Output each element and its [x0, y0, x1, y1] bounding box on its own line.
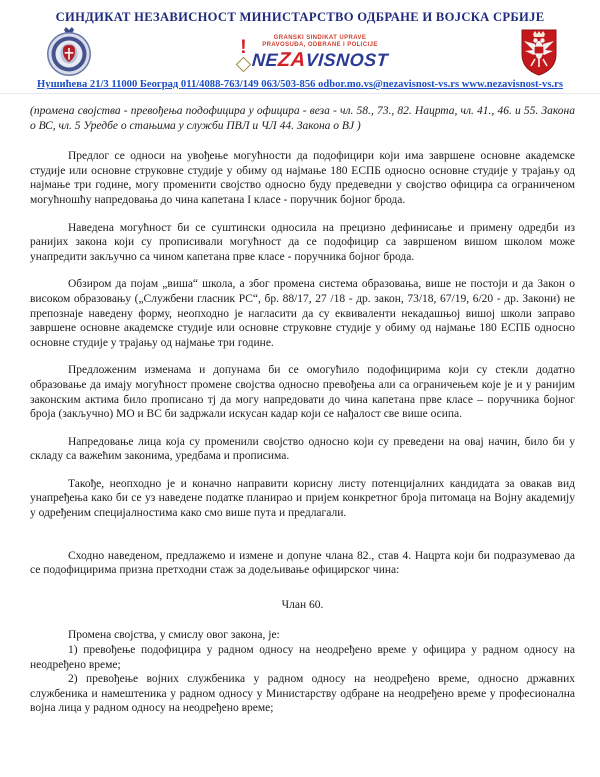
paragraph-3: Обзиром да појам „виша“ школа, а због промена система образовања, више не постоји и да Закон о високом образовању („Службени гласник РС“, бр. 88/17, 27 /18 - др. закон, 73/18, 67/19, 6/20 - др. Закони) не препознаје наведену форму, неопходно је нагласити да су еквиваленти некадашњој вишој школи заправо завршене основне академске студије или основне струковне студије у обиму од најмање 180 ЕСПБ односно основне студије у трајању од најмање три године. [30, 278, 575, 349]
logo-subtitle-line1: GRANSKI SINDIKAT UPRAVE [273, 34, 367, 41]
contact-line: Нушићева 21/3 11000 Београд 011/4088-763/149 063/503-856 odbor.mo.vs@nezavisnost-vs.rs www.nezavisnost-vs.rs [0, 79, 600, 94]
article-intro: Промена својства, у смислу овог закона, је: [68, 629, 280, 642]
logo-row [0, 25, 600, 77]
paragraph-1: Предлог се односи на увођење могућности да подофицири који има завршене основне академске студије или основне струковне студије у обиму од најмање 180 ЕСПБ односно основне студије у трајању од најмање три године, могу променити својство односно буду предеведни у својство официра са ограниченом могућношћу напредовања до чина капетана I класе - поручник бојног брода. [30, 150, 575, 206]
exclamation-icon: ! [240, 36, 247, 58]
article-heading: Члан 60. [281, 598, 324, 611]
logo-subtitle-line2: PRAVOSUĐA, ODBRANE I POLICIJE [262, 41, 378, 48]
diamond-icon [236, 56, 252, 72]
paragraph-7: Сходно наведеном, предлажемо и измене и допуне члана 82., став 4. Нацрта који би подразумевао да се подофицирима призна претходни стаж за додељивање официрског чина: [30, 549, 575, 577]
wordmark-za: ZA [277, 48, 307, 71]
wordmark-ne: NE [251, 49, 279, 70]
list-item-1: 1) превођење подофицира у радном односу на неодређено време у официра у радном односу на неодређено време; [30, 644, 575, 671]
paragraph-2: Наведена могућност би се суштински односила на прецизно дефинисање и примену одредби из ранијих закона који су прописивали могућност да се подофицир са завршеном вишом школом може унапредити закључно са чином капетана прве класе - поручника бојног брода. [30, 221, 575, 263]
serbia-coat-of-arms-icon [520, 28, 558, 76]
list-item-2: 2) превођење војних службеника у радном односу на неодређено време, односно државних службеника и намештеника у радном односу у Министарству одбране на неодређено време у професионална војна лица у радном односу на неодређено време; [30, 673, 575, 715]
exclamation-diamond-icon [238, 35, 249, 70]
paragraph-5: Напредовање лица која су променили својство односно који су преведени на овај начин, било би у складу са важећим законима, уредбама и прописима. [30, 435, 575, 463]
nezavisnost-logo [238, 35, 388, 70]
letterhead [0, 10, 600, 94]
nezavisnost-wordmark [252, 35, 388, 70]
paragraph-4: Предложеним изменама и допунама би се омогућило подофицирима који су стекли додатно образовање да имају могућност промене својства односно превођења али са ограничењем које је и у ранијим законским актима било прописано тј да могу напредовати до чина капетана прве класе – поручника бојног броја (закључно) МО и ВС би задржали искусан кадар који се нађалост све више осипа. [30, 364, 575, 421]
union-seal-icon [44, 26, 94, 78]
wordmark-visnost: VISNOST [304, 49, 389, 70]
document-body [0, 94, 600, 716]
logo-wordmark-text [251, 50, 389, 70]
paragraph-6: Такође, неопходно је и коначно направити корисну листу потенцијалних кандидата за овакав вид унапређења како би се уз наведене податке планирао и пријем конкретног броја питомаца на Војну академију у одређеним специјалностима како смо више пута и предлагали. [30, 477, 575, 520]
org-title: СИНДИКАТ НЕЗАВИСНОСТ МИНИСТАРСТВО ОДБРАНЕ И ВОЈСКА СРБИЈЕ [55, 10, 545, 24]
subject-line: (промена својства - превођења подофицира у официра - веза - чл. 58., 73., 82. Нацрта, чл. 41., 46. и 55. Закона о ВС, чл. 5 Уредбе о стањима у служби ПВЛ и ЧЛ 44. Закона о ВЈ ) [30, 105, 575, 132]
